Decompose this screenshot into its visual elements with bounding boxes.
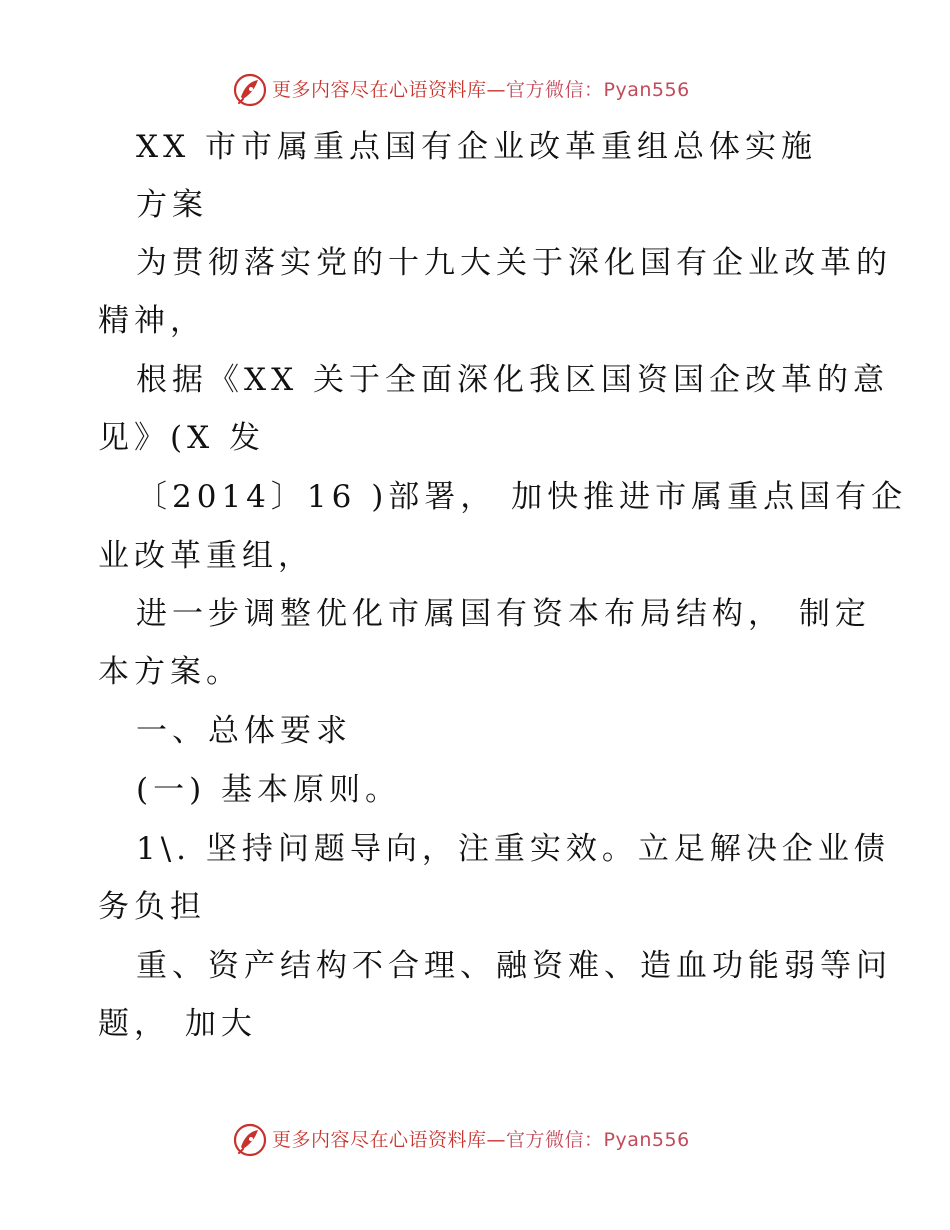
subsection-heading: (一) 基本原则。 [136, 772, 402, 808]
paragraph-line: 本方案。 [98, 654, 242, 690]
footer-banner-wechat: 官方微信：Pyan556 [506, 1129, 690, 1151]
section-heading: 一、总体要求 [136, 713, 352, 749]
footer-banner-text [272, 1127, 690, 1153]
header-banner-separator: — [486, 79, 507, 101]
paragraph-line: 1\. 坚持问题导向，注重实效。立足解决企业债 [136, 831, 890, 867]
footer-banner-separator: — [486, 1129, 507, 1151]
header-banner [0, 70, 950, 110]
footer-banner-site: 更多内容尽在心语资料库 [272, 1129, 487, 1151]
paragraph-line: 进一步调整优化市属国有资本布局结构， 制定 [136, 596, 871, 632]
paragraph-line: 见》(X 发 [98, 420, 266, 456]
header-banner-site: 更多内容尽在心语资料库 [272, 79, 487, 101]
pen-nib-logo-icon [232, 72, 268, 108]
document-title-line-1: XX 市市属重点国有企业改革重组总体实施 [136, 129, 817, 165]
paragraph-line: 〔2014〕16 )部署， 加快推进市属重点国有企 [136, 479, 908, 515]
paragraph-line: 业改革重组， [98, 538, 314, 574]
document-title-line-2: 方案 [136, 187, 208, 223]
paragraph-line: 重、资产结构不合理、融资难、造血功能弱等问 [136, 948, 892, 984]
paragraph-line: 务负担 [98, 889, 206, 925]
paragraph-line: 题， 加大 [98, 1006, 257, 1042]
footer-banner [0, 1120, 950, 1160]
paragraph-line: 根据《XX 关于全面深化我区国资国企改革的意 [136, 362, 889, 398]
header-banner-text [272, 77, 690, 103]
pen-nib-logo-icon [232, 1122, 268, 1158]
paragraph-line: 为贯彻落实党的十九大关于深化国有企业改革的 [136, 245, 892, 281]
paragraph-line: 精神， [98, 303, 206, 339]
header-banner-wechat: 官方微信：Pyan556 [506, 79, 690, 101]
